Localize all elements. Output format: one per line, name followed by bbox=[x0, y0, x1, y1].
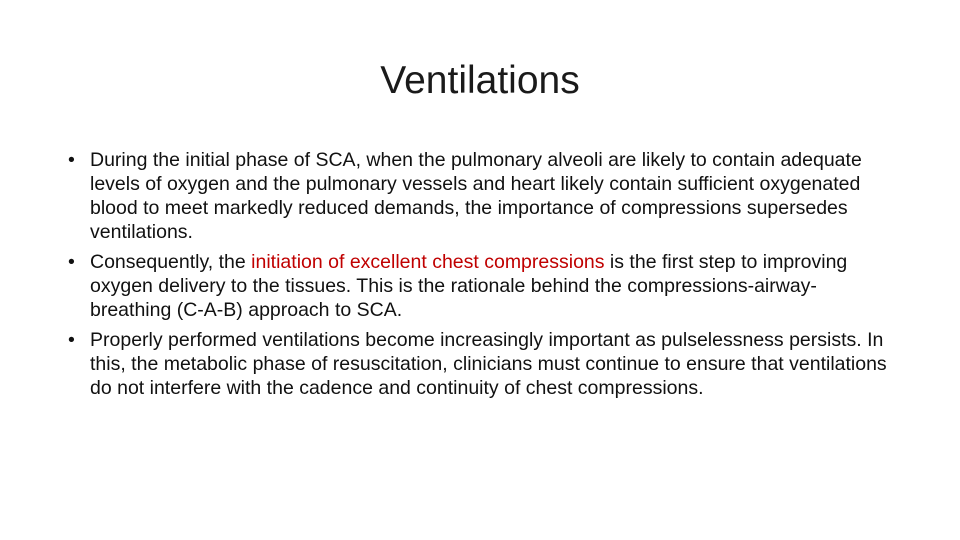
bullet-text-2-after: is the first step to improving oxygen delivery to the tissues. This is the rationale behind the compressions-airway-breathing (C-A-B) approach to SCA. bbox=[90, 251, 848, 321]
bullet-text-3: Properly performed ventilations become increasingly important as pulselessness persists. In this, the metabolic phase of resuscitation, clinicians must continue to ensure that ventilations do not interfere with the cadence and continuity of chest compressions. bbox=[90, 329, 887, 399]
bullet-text-1: During the initial phase of SCA, when the pulmonary alveoli are likely to contain adequate levels of oxygen and the pulmonary vessels and heart likely contain sufficient oxygenated blood to meet markedly reduced demands, the importance of compressions supersedes ventilations. bbox=[90, 149, 862, 243]
bullet-list bbox=[66, 148, 896, 406]
slide-title: Ventilations bbox=[380, 59, 580, 102]
bullet-item-1 bbox=[66, 148, 896, 244]
bullet-marker: • bbox=[68, 329, 75, 351]
bullet-marker: • bbox=[68, 251, 75, 273]
bullet-text-2-highlight: initiation of excellent chest compressions bbox=[251, 251, 605, 273]
bullet-marker: • bbox=[68, 149, 75, 171]
bullet-item-2 bbox=[66, 250, 896, 322]
bullet-text-2-before: Consequently, the bbox=[90, 251, 252, 273]
bullet-item-3 bbox=[66, 328, 896, 400]
